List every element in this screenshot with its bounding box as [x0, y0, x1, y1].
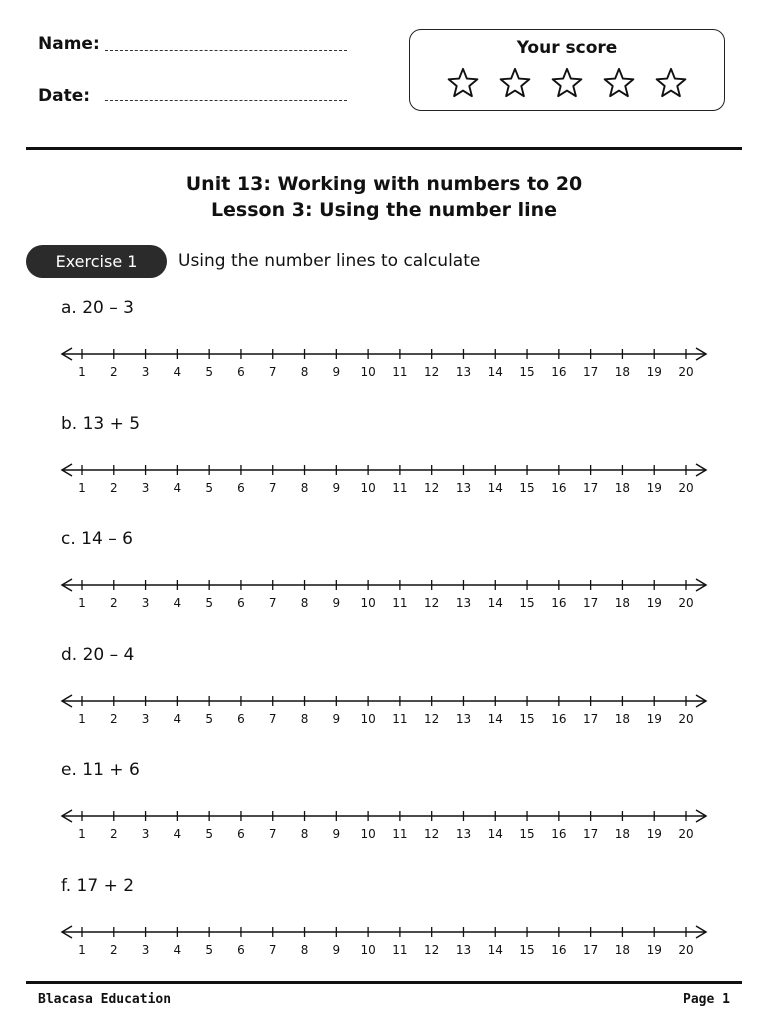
- star-outline-icon[interactable]: [652, 66, 690, 100]
- number-line-tick-label: 9: [332, 711, 341, 726]
- number-line-tick-label: 13: [455, 711, 472, 726]
- number-line-tick-label: 18: [614, 596, 631, 610]
- problem-label: c. 14 – 6: [61, 529, 133, 549]
- number-line-tick-label: 19: [646, 365, 662, 379]
- number-line-tick-label: 7: [268, 711, 277, 726]
- number-line-tick-label: 13: [455, 596, 472, 610]
- number-line-tick-label: 4: [173, 480, 182, 495]
- footer-divider: [26, 981, 742, 984]
- number-line-tick-label: 17: [582, 711, 599, 726]
- number-line-tick-label: 7: [268, 480, 277, 495]
- number-line-tick-label: 10: [360, 942, 376, 957]
- number-line-tick-label: 12: [424, 711, 440, 726]
- number-line[interactable]: [60, 342, 710, 382]
- number-line-tick-label: 3: [141, 827, 150, 841]
- number-line-tick-label: 12: [424, 365, 440, 379]
- star-outline-icon[interactable]: [444, 66, 482, 100]
- number-line-tick-label: 2: [109, 480, 118, 495]
- number-line-tick-label: 13: [455, 365, 472, 379]
- number-line[interactable]: [60, 920, 710, 960]
- number-line-tick-label: 18: [614, 942, 631, 957]
- number-line-tick-label: 8: [300, 365, 309, 379]
- number-line-tick-label: 12: [424, 827, 440, 841]
- number-line-tick-label: 17: [582, 480, 599, 495]
- number-line-tick-label: 16: [551, 480, 567, 495]
- number-line-tick-label: 4: [173, 942, 182, 957]
- number-line-tick-label: 11: [392, 827, 408, 841]
- number-line-tick-label: 7: [268, 942, 277, 957]
- number-line-tick-label: 1: [78, 596, 86, 610]
- footer-publisher: Blacasa Education: [38, 992, 172, 1007]
- number-line-tick-label: 16: [551, 711, 567, 726]
- number-line-tick-label: 5: [205, 942, 213, 957]
- number-line-tick-label: 6: [237, 480, 245, 495]
- number-line-tick-label: 11: [392, 711, 408, 726]
- number-line-tick-label: 15: [519, 365, 535, 379]
- number-line-tick-label: 14: [487, 942, 503, 957]
- problem-label: d. 20 – 4: [61, 644, 135, 665]
- number-line-tick-label: 7: [268, 596, 277, 610]
- number-line-tick-label: 10: [360, 365, 376, 379]
- star-outline-icon[interactable]: [496, 66, 534, 100]
- number-line-tick-label: 15: [519, 827, 535, 841]
- number-line-tick-label: 8: [300, 942, 309, 957]
- number-line-tick-label: 8: [300, 480, 309, 495]
- star-outline-icon[interactable]: [548, 66, 586, 100]
- name-label: Name:: [38, 34, 100, 54]
- problem-label: b. 13 + 5: [61, 413, 141, 434]
- number-line-tick-label: 5: [205, 711, 213, 726]
- score-box: [409, 29, 725, 111]
- footer-page: Page 1: [683, 992, 730, 1007]
- star-outline-icon[interactable]: [600, 66, 638, 100]
- number-line-tick-label: 19: [646, 942, 662, 957]
- number-line-tick-label: 15: [519, 480, 535, 495]
- number-line-tick-label: 7: [268, 827, 277, 841]
- number-line-tick-label: 20: [678, 365, 694, 379]
- number-line-tick-label: 18: [614, 711, 631, 726]
- number-line-tick-label: 10: [360, 480, 376, 495]
- number-line-tick-label: 2: [109, 942, 118, 957]
- number-line-tick-label: 19: [646, 480, 662, 495]
- number-line-tick-label: 13: [455, 480, 472, 495]
- number-line-tick-label: 13: [455, 942, 472, 957]
- number-line-tick-label: 5: [205, 365, 213, 379]
- number-line-tick-label: 9: [332, 480, 341, 495]
- number-line-tick-label: 16: [551, 827, 567, 841]
- problem-label: f. 17 + 2: [61, 875, 135, 896]
- number-line-tick-label: 9: [332, 827, 341, 841]
- number-line-tick-label: 9: [332, 942, 341, 957]
- number-line-tick-label: 17: [582, 942, 599, 957]
- number-line-tick-label: 4: [173, 596, 182, 610]
- number-line-tick-label: 4: [173, 827, 182, 841]
- number-line[interactable]: [60, 458, 710, 498]
- number-line-tick-label: 6: [237, 711, 245, 726]
- number-line-tick-label: 14: [487, 827, 503, 841]
- number-line[interactable]: [60, 804, 710, 844]
- number-line-tick-label: 8: [300, 711, 309, 726]
- number-line-tick-label: 18: [614, 827, 631, 841]
- number-line[interactable]: [60, 689, 710, 729]
- exercise-instruction: Using the number lines to calculate: [178, 251, 481, 271]
- number-line-tick-label: 17: [582, 596, 599, 610]
- exercise-badge: Exercise 1: [26, 245, 167, 278]
- number-line-tick-label: 14: [487, 365, 503, 379]
- problem-label: e. 11 + 6: [61, 760, 140, 780]
- number-line-tick-label: 15: [519, 596, 535, 610]
- number-line-tick-label: 11: [392, 942, 408, 957]
- problem-label: a. 20 – 3: [61, 298, 134, 318]
- number-line-tick-label: 3: [141, 365, 150, 379]
- number-line-tick-label: 7: [268, 365, 277, 379]
- score-title: Your score: [516, 38, 618, 58]
- number-line-tick-label: 12: [424, 480, 440, 495]
- number-line-tick-label: 9: [332, 596, 341, 610]
- date-field[interactable]: [105, 100, 347, 101]
- number-line-tick-label: 8: [300, 827, 309, 841]
- number-line-tick-label: 18: [614, 480, 631, 495]
- number-line-tick-label: 20: [678, 596, 694, 610]
- number-line-tick-label: 2: [109, 596, 118, 610]
- date-label: Date:: [38, 86, 91, 106]
- number-line-tick-label: 8: [300, 596, 309, 610]
- number-line-tick-label: 20: [678, 480, 694, 495]
- number-line[interactable]: [60, 573, 710, 613]
- number-line-tick-label: 11: [392, 365, 408, 379]
- header-divider: [26, 147, 742, 150]
- number-line-tick-label: 2: [109, 827, 118, 841]
- number-line-tick-label: 5: [205, 596, 213, 610]
- name-field[interactable]: [105, 50, 347, 51]
- number-line-tick-label: 17: [582, 827, 599, 841]
- number-line-tick-label: 2: [109, 365, 118, 379]
- number-line-tick-label: 3: [141, 596, 150, 610]
- number-line-tick-label: 5: [205, 480, 213, 495]
- number-line-tick-label: 20: [678, 942, 694, 957]
- number-line-tick-label: 6: [237, 596, 245, 610]
- unit-title: Unit 13: Working with numbers to 20: [185, 173, 583, 195]
- number-line-tick-label: 1: [78, 480, 86, 495]
- number-line-tick-label: 10: [360, 596, 376, 610]
- number-line-tick-label: 19: [646, 596, 662, 610]
- number-line-tick-label: 1: [78, 711, 86, 726]
- number-line-tick-label: 20: [678, 711, 694, 726]
- number-line-tick-label: 10: [360, 711, 376, 726]
- number-line-tick-label: 9: [332, 365, 341, 379]
- number-line-tick-label: 20: [678, 827, 694, 841]
- number-line-tick-label: 16: [551, 596, 567, 610]
- number-line-tick-label: 3: [141, 711, 150, 726]
- number-line-tick-label: 3: [141, 942, 150, 957]
- number-line-tick-label: 6: [237, 365, 245, 379]
- number-line-tick-label: 19: [646, 711, 662, 726]
- number-line-tick-label: 16: [551, 942, 567, 957]
- number-line-tick-label: 4: [173, 365, 182, 379]
- number-line-tick-label: 12: [424, 596, 440, 610]
- number-line-tick-label: 3: [141, 480, 150, 495]
- number-line-tick-label: 19: [646, 827, 662, 841]
- lesson-title: Lesson 3: Using the number line: [210, 199, 558, 221]
- number-line-tick-label: 14: [487, 480, 503, 495]
- number-line-tick-label: 11: [392, 480, 408, 495]
- number-line-tick-label: 1: [78, 942, 86, 957]
- number-line-tick-label: 1: [78, 827, 86, 841]
- number-line-tick-label: 12: [424, 942, 440, 957]
- number-line-tick-label: 4: [173, 711, 182, 726]
- number-line-tick-label: 2: [109, 711, 118, 726]
- number-line-tick-label: 10: [360, 827, 376, 841]
- number-line-tick-label: 14: [487, 596, 503, 610]
- number-line-tick-label: 5: [205, 827, 213, 841]
- number-line-tick-label: 15: [519, 711, 535, 726]
- number-line-tick-label: 16: [551, 365, 567, 379]
- number-line-tick-label: 18: [614, 365, 631, 379]
- number-line-tick-label: 15: [519, 942, 535, 957]
- number-line-tick-label: 6: [237, 827, 245, 841]
- score-stars: [410, 66, 724, 100]
- number-line-tick-label: 6: [237, 942, 245, 957]
- number-line-tick-label: 13: [455, 827, 472, 841]
- number-line-tick-label: 17: [582, 365, 599, 379]
- number-line-tick-label: 1: [78, 365, 86, 379]
- number-line-tick-label: 14: [487, 711, 503, 726]
- number-line-tick-label: 11: [392, 596, 408, 610]
